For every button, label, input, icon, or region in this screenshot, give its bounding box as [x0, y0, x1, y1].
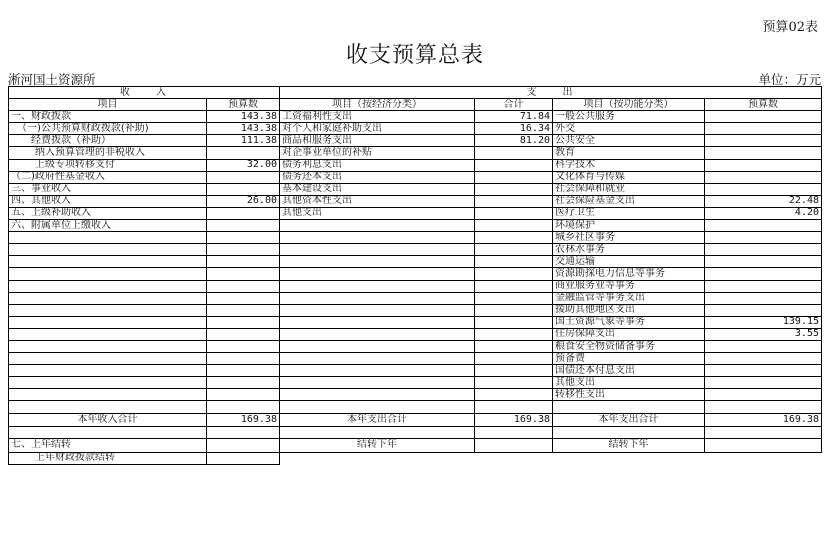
- table-row: [9, 111, 822, 123]
- income-item: 六、附属单位上缴收入: [9, 220, 207, 232]
- econ-amount: [475, 195, 553, 207]
- econ-amount: [475, 353, 553, 365]
- econ-amount: [475, 304, 553, 316]
- income-item: [9, 292, 207, 304]
- econ-amount: [475, 159, 553, 171]
- econ-amount: [475, 280, 553, 292]
- col-header-budget2: 预算数: [705, 99, 822, 111]
- table-row: [9, 207, 822, 219]
- econ-item: 基本建设支出: [280, 183, 475, 195]
- income-item: [9, 377, 207, 389]
- econ-total-amount: 169.38: [475, 413, 553, 427]
- income-amount: [207, 220, 280, 232]
- func-amount: [705, 389, 822, 401]
- unit-label: 单位：万元: [758, 72, 821, 87]
- econ-amount: [475, 232, 553, 244]
- income-item: （二)政府性基金收入: [9, 171, 207, 183]
- income-item: 纳入预算管理的非税收入: [9, 147, 207, 159]
- income-amount: 32.00: [207, 159, 280, 171]
- econ-amount: [475, 340, 553, 352]
- func-item: [553, 401, 705, 413]
- econ-item: [280, 220, 475, 232]
- econ-amount: [475, 328, 553, 340]
- func-item: 其他支出: [553, 377, 705, 389]
- income-amount: [207, 328, 280, 340]
- econ-amount: [475, 389, 553, 401]
- income-item: [9, 389, 207, 401]
- col-header-econ: 项目（按经济分类）: [280, 99, 475, 111]
- income-item: [9, 340, 207, 352]
- func-item: 金融监管等事务支出: [553, 292, 705, 304]
- econ-item: [280, 268, 475, 280]
- income-item: [9, 232, 207, 244]
- table-row: [9, 401, 822, 413]
- func-amount: [705, 159, 822, 171]
- carry-in-label: 七、上年结转: [9, 439, 207, 453]
- econ-item: [280, 340, 475, 352]
- func-item: 资源勘探电力信息等事务: [553, 268, 705, 280]
- col-header-total: 合计: [475, 99, 553, 111]
- func-amount: [705, 340, 822, 352]
- income-item: [9, 268, 207, 280]
- table-row: [9, 123, 822, 135]
- func-amount: [705, 365, 822, 377]
- econ-item: [280, 304, 475, 316]
- income-item: 五、上级补助收入: [9, 207, 207, 219]
- column-header-row: [9, 99, 822, 111]
- func-amount: [705, 135, 822, 147]
- func-item: 国土资源气象等事务: [553, 316, 705, 328]
- income-amount: 26.00: [207, 195, 280, 207]
- func-item: 医疗卫生: [553, 207, 705, 219]
- income-amount: [207, 183, 280, 195]
- table-row: [9, 135, 822, 147]
- table-row: [9, 304, 822, 316]
- econ-amount: [475, 147, 553, 159]
- col-header-budget: 预算数: [207, 99, 280, 111]
- func-amount: 3.55: [705, 328, 822, 340]
- func-amount: [705, 183, 822, 195]
- func-amount: [705, 280, 822, 292]
- econ-amount: [475, 316, 553, 328]
- func-item: 国债还本付息支出: [553, 365, 705, 377]
- func-item: 社会保险基金支出: [553, 195, 705, 207]
- func-amount: [705, 353, 822, 365]
- econ-amount: [475, 268, 553, 280]
- func-amount: 139.15: [705, 316, 822, 328]
- income-amount: 143.38: [207, 111, 280, 123]
- func-amount: [705, 304, 822, 316]
- prior-fiscal-row: [9, 452, 822, 464]
- income-item: 经费拨款（补助）: [9, 135, 207, 147]
- table-row: [9, 159, 822, 171]
- econ-item: [280, 244, 475, 256]
- func-item: 教育: [553, 147, 705, 159]
- prior-fiscal-label: 上年财政拨款结转: [9, 452, 207, 464]
- table-row: [9, 256, 822, 268]
- func-item: 转移性支出: [553, 389, 705, 401]
- income-amount: [207, 232, 280, 244]
- func-item: 农林水事务: [553, 244, 705, 256]
- income-item: （一)公共预算财政拨款(补助): [9, 123, 207, 135]
- agency-name: 淅河国土资源所: [8, 72, 96, 87]
- totals-row: [9, 413, 822, 427]
- econ-item: [280, 365, 475, 377]
- econ-item: [280, 316, 475, 328]
- econ-amount: 71.84: [475, 111, 553, 123]
- econ-item: 债务还本支出: [280, 171, 475, 183]
- income-total-amount: 169.38: [207, 413, 280, 427]
- income-item: 一、财政拨款: [9, 111, 207, 123]
- income-amount: [207, 401, 280, 413]
- econ-item: [280, 256, 475, 268]
- func-item: 环境保护: [553, 220, 705, 232]
- income-amount: [207, 353, 280, 365]
- income-total-label: 本年收入合计: [9, 413, 207, 427]
- func-item: 社会保障和就业: [553, 183, 705, 195]
- func-item: 城乡社区事务: [553, 232, 705, 244]
- func-amount: 4.20: [705, 207, 822, 219]
- func-amount: [705, 268, 822, 280]
- carryover-row: [9, 439, 822, 453]
- func-amount: [705, 220, 822, 232]
- econ-item: 商品和服务支出: [280, 135, 475, 147]
- table-row: [9, 232, 822, 244]
- func-amount: [705, 123, 822, 135]
- income-amount: [207, 316, 280, 328]
- econ-item: 债务利息支出: [280, 159, 475, 171]
- table-row: [9, 195, 822, 207]
- income-item: [9, 353, 207, 365]
- income-amount: [207, 268, 280, 280]
- econ-item: [280, 377, 475, 389]
- func-amount: [705, 401, 822, 413]
- econ-amount: [475, 292, 553, 304]
- income-item: [9, 304, 207, 316]
- func-item: 交通运输: [553, 256, 705, 268]
- page-title: 收支预算总表: [345, 43, 484, 68]
- econ-item: 对个人和家庭补助支出: [280, 123, 475, 135]
- econ-item: 其他资本性支出: [280, 195, 475, 207]
- income-amount: [207, 256, 280, 268]
- income-amount: [207, 304, 280, 316]
- table-row: [9, 171, 822, 183]
- group-header-row: [9, 87, 822, 99]
- income-amount: [207, 389, 280, 401]
- carry-out-econ-label: 结转下年: [280, 439, 475, 453]
- table-row: [9, 220, 822, 232]
- income-item: 四、其他收入: [9, 195, 207, 207]
- econ-amount: [475, 377, 553, 389]
- func-item: 预备费: [553, 353, 705, 365]
- econ-total-label: 本年支出合计: [280, 413, 475, 427]
- income-amount: [207, 244, 280, 256]
- econ-amount: [475, 207, 553, 219]
- func-item: 科学技术: [553, 159, 705, 171]
- income-item: [9, 316, 207, 328]
- income-item: 三、事业收入: [9, 183, 207, 195]
- func-item: 一般公共服务: [553, 111, 705, 123]
- econ-amount: [475, 244, 553, 256]
- func-total-amount: 169.38: [705, 413, 822, 427]
- func-item: 文化体育与传媒: [553, 171, 705, 183]
- income-amount: [207, 365, 280, 377]
- income-amount: [207, 207, 280, 219]
- func-amount: 22.48: [705, 195, 822, 207]
- table-row: [9, 340, 822, 352]
- econ-item: [280, 328, 475, 340]
- table-row: [9, 377, 822, 389]
- econ-item: [280, 401, 475, 413]
- econ-item: 其他支出: [280, 207, 475, 219]
- income-group-header: 收 入: [9, 87, 280, 99]
- func-item: 外交: [553, 123, 705, 135]
- econ-amount: [475, 401, 553, 413]
- table-row: [9, 353, 822, 365]
- func-amount: [705, 147, 822, 159]
- table-row: [9, 389, 822, 401]
- func-amount: [705, 292, 822, 304]
- table-row: [9, 268, 822, 280]
- income-item: [9, 256, 207, 268]
- income-amount: 143.38: [207, 123, 280, 135]
- func-item: 粮食安全物资储备事务: [553, 340, 705, 352]
- spacer-row: [9, 427, 822, 439]
- econ-item: [280, 389, 475, 401]
- income-amount: [207, 292, 280, 304]
- econ-amount: [475, 171, 553, 183]
- income-amount: 111.38: [207, 135, 280, 147]
- econ-item: 工资福利性支出: [280, 111, 475, 123]
- func-amount: [705, 244, 822, 256]
- income-item: [9, 401, 207, 413]
- income-amount: [207, 280, 280, 292]
- col-header-item: 项目: [9, 99, 207, 111]
- income-amount: [207, 171, 280, 183]
- table-row: [9, 147, 822, 159]
- func-item: 援助其他地区支出: [553, 304, 705, 316]
- econ-item: [280, 232, 475, 244]
- econ-item: [280, 292, 475, 304]
- econ-amount: [475, 256, 553, 268]
- table-row: [9, 365, 822, 377]
- table-row: [9, 328, 822, 340]
- func-amount: [705, 256, 822, 268]
- func-amount: [705, 232, 822, 244]
- table-row: [9, 316, 822, 328]
- table-row: [9, 292, 822, 304]
- econ-amount: [475, 220, 553, 232]
- carry-out-func-label: 结转下年: [553, 439, 705, 453]
- func-amount: [705, 171, 822, 183]
- econ-amount: [475, 365, 553, 377]
- econ-item: 对企事业单位的补贴: [280, 147, 475, 159]
- income-amount: [207, 377, 280, 389]
- form-code: 预算02表: [762, 20, 818, 35]
- income-item: [9, 328, 207, 340]
- table-row: [9, 183, 822, 195]
- income-amount: [207, 340, 280, 352]
- func-amount: [705, 377, 822, 389]
- income-item: [9, 365, 207, 377]
- table-row: [9, 244, 822, 256]
- econ-amount: 16.34: [475, 123, 553, 135]
- func-item: 住房保障支出: [553, 328, 705, 340]
- income-item: [9, 280, 207, 292]
- econ-item: [280, 280, 475, 292]
- func-amount: [705, 111, 822, 123]
- col-header-func: 项目（按功能分类）: [553, 99, 705, 111]
- func-total-label: 本年支出合计: [553, 413, 705, 427]
- income-item: [9, 244, 207, 256]
- budget-summary-table: [8, 86, 822, 465]
- econ-amount: 81.20: [475, 135, 553, 147]
- econ-item: [280, 353, 475, 365]
- income-amount: [207, 147, 280, 159]
- income-item: 上级专项转移支付: [9, 159, 207, 171]
- expense-group-header: 支 出: [280, 87, 822, 99]
- func-item: 公共安全: [553, 135, 705, 147]
- econ-amount: [475, 183, 553, 195]
- func-item: 商业服务业等事务: [553, 280, 705, 292]
- table-row: [9, 280, 822, 292]
